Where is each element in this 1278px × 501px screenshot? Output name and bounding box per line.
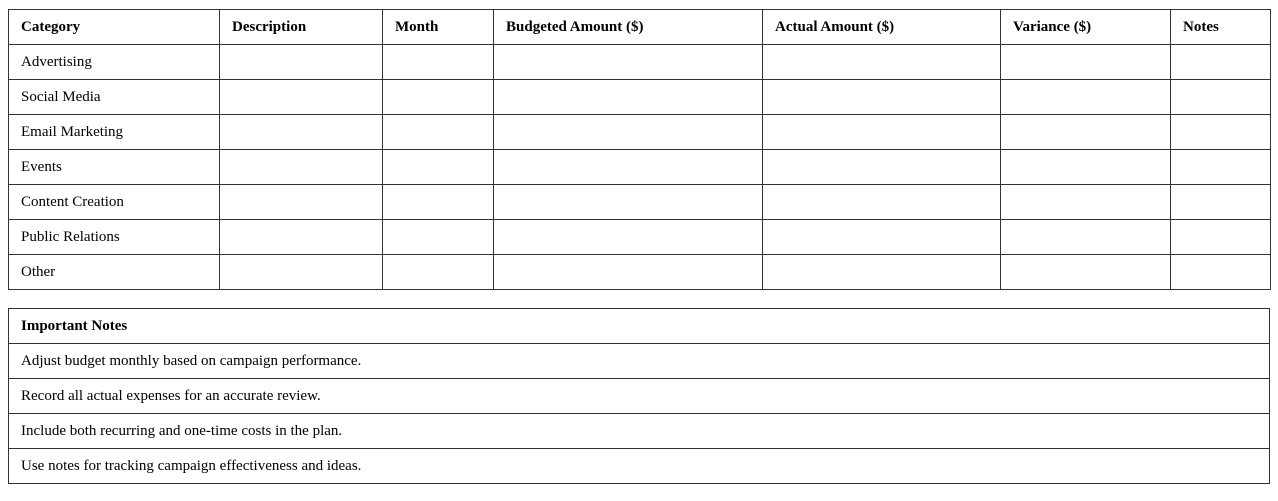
table-row [9, 80, 1271, 115]
cell-month[interactable] [383, 255, 494, 290]
cell-month[interactable] [383, 80, 494, 115]
cell-description[interactable] [220, 150, 383, 185]
header-description: Description [220, 10, 383, 45]
cell-notes[interactable] [1171, 115, 1271, 150]
cell-actual-amount[interactable] [763, 220, 1001, 255]
table-row [9, 115, 1271, 150]
note-text: Include both recurring and one-time costs in the plan. [9, 414, 1270, 449]
document-body [8, 9, 1270, 484]
header-variance: Variance ($) [1001, 10, 1171, 45]
cell-actual-amount[interactable] [763, 185, 1001, 220]
cell-budgeted-amount[interactable] [494, 45, 763, 80]
cell-category: Public Relations [9, 220, 220, 255]
list-item [9, 449, 1270, 484]
cell-description[interactable] [220, 255, 383, 290]
table-row [9, 185, 1271, 220]
cell-description[interactable] [220, 45, 383, 80]
cell-budgeted-amount[interactable] [494, 150, 763, 185]
cell-category: Content Creation [9, 185, 220, 220]
header-category: Category [9, 10, 220, 45]
cell-budgeted-amount[interactable] [494, 185, 763, 220]
note-text: Adjust budget monthly based on campaign performance. [9, 344, 1270, 379]
notes-header: Important Notes [9, 309, 1270, 344]
cell-actual-amount[interactable] [763, 80, 1001, 115]
cell-variance[interactable] [1001, 185, 1171, 220]
cell-notes[interactable] [1171, 220, 1271, 255]
note-text: Use notes for tracking campaign effectiveness and ideas. [9, 449, 1270, 484]
budget-table [8, 9, 1271, 290]
list-item [9, 344, 1270, 379]
cell-variance[interactable] [1001, 255, 1171, 290]
cell-month[interactable] [383, 150, 494, 185]
table-row [9, 45, 1271, 80]
cell-variance[interactable] [1001, 45, 1171, 80]
table-row [9, 220, 1271, 255]
cell-month[interactable] [383, 185, 494, 220]
cell-budgeted-amount[interactable] [494, 80, 763, 115]
cell-description[interactable] [220, 220, 383, 255]
notes-table-body [9, 344, 1270, 484]
header-notes: Notes [1171, 10, 1271, 45]
header-budgeted-amount: Budgeted Amount ($) [494, 10, 763, 45]
cell-variance[interactable] [1001, 220, 1171, 255]
cell-notes[interactable] [1171, 150, 1271, 185]
cell-actual-amount[interactable] [763, 115, 1001, 150]
cell-budgeted-amount[interactable] [494, 220, 763, 255]
table-row [9, 150, 1271, 185]
budget-table-body [9, 45, 1271, 290]
cell-notes[interactable] [1171, 255, 1271, 290]
cell-budgeted-amount[interactable] [494, 255, 763, 290]
cell-actual-amount[interactable] [763, 255, 1001, 290]
cell-actual-amount[interactable] [763, 150, 1001, 185]
cell-category: Social Media [9, 80, 220, 115]
list-item [9, 379, 1270, 414]
cell-variance[interactable] [1001, 115, 1171, 150]
cell-description[interactable] [220, 115, 383, 150]
cell-variance[interactable] [1001, 80, 1171, 115]
cell-budgeted-amount[interactable] [494, 115, 763, 150]
notes-header-row [9, 309, 1270, 344]
header-actual-amount: Actual Amount ($) [763, 10, 1001, 45]
cell-notes[interactable] [1171, 45, 1271, 80]
cell-notes[interactable] [1171, 80, 1271, 115]
budget-header-row [9, 10, 1271, 45]
list-item [9, 414, 1270, 449]
cell-variance[interactable] [1001, 150, 1171, 185]
notes-table [8, 308, 1270, 484]
cell-month[interactable] [383, 45, 494, 80]
cell-month[interactable] [383, 115, 494, 150]
header-month: Month [383, 10, 494, 45]
table-row [9, 255, 1271, 290]
cell-actual-amount[interactable] [763, 45, 1001, 80]
cell-category: Other [9, 255, 220, 290]
cell-category: Advertising [9, 45, 220, 80]
note-text: Record all actual expenses for an accurate review. [9, 379, 1270, 414]
cell-category: Events [9, 150, 220, 185]
cell-notes[interactable] [1171, 185, 1271, 220]
cell-description[interactable] [220, 80, 383, 115]
cell-description[interactable] [220, 185, 383, 220]
cell-month[interactable] [383, 220, 494, 255]
cell-category: Email Marketing [9, 115, 220, 150]
